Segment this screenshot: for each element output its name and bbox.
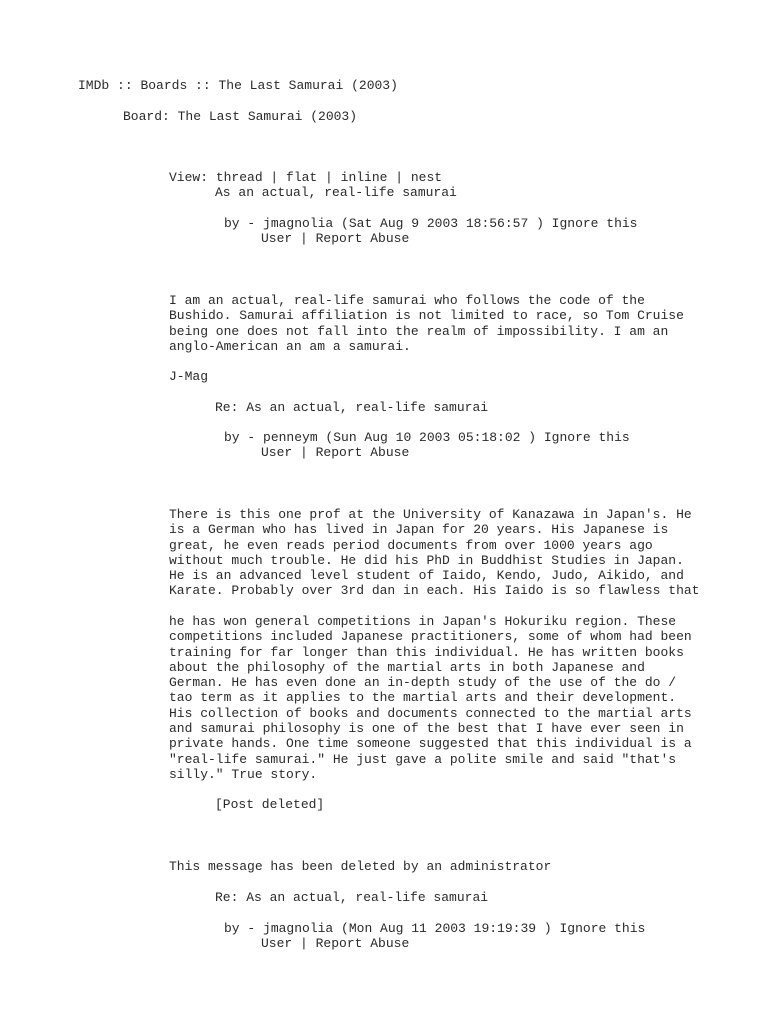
view-inline-link[interactable]: inline (340, 170, 388, 185)
by-prefix: by - (224, 921, 264, 936)
post-title: [Post deleted] (215, 797, 325, 812)
board-title-link[interactable]: The Last Samurai (2003) (177, 109, 358, 124)
post-date: (Sat Aug 9 2003 18:56:57 ) (333, 216, 552, 231)
ignore-user-link[interactable]: Ignore this (543, 430, 630, 445)
view-label: View: (169, 170, 216, 185)
post-byline-cont (261, 231, 409, 246)
breadcrumb-title: The Last Samurai (2003) (218, 78, 398, 93)
breadcrumb-site-link[interactable]: IMDb (78, 78, 110, 93)
post-byline (224, 216, 638, 231)
author-link[interactable]: jmagnolia (263, 216, 334, 231)
post-body-paragraph: he has won general competitions in Japan's Hokuriku region. These competitions included Japanese practitioners, some of whom had been training for far longer than this individual. He has written books about the philosophy of the martial arts in both Japanese and German. He has even done an in-depth study of the use of the do / tao term as it applies to the martial arts and their development. His collection of books and documents connected to the martial arts and samurai philosophy is one of the best that I have ever seen in private hands. One time someone suggested that this individual is a "real-life samurai." He just gave a polite smile and said "that's silly." True story. (169, 614, 692, 782)
breadcrumb-boards-link[interactable]: Boards (140, 78, 188, 93)
author-link[interactable]: jmagnolia (263, 921, 334, 936)
post-body-paragraph: There is this one prof at the University of Kanazawa in Japan's. He is a German who has lived in Japan for 20 years. His Japanese is great, he even reads period documents from over 1000 years ago without much trouble. He did his PhD in Buddhist Studies in Japan. He is an advanced level student of Iaido, Kendo, Judo, Aikido, and Karate. Probably over 3rd dan in each. His Iaido is so flawless that (169, 507, 700, 599)
post-date: (Sun Aug 10 2003 05:18:02 ) (317, 430, 544, 445)
byline-separator: | (292, 231, 316, 246)
view-nest-link[interactable]: nest (410, 170, 443, 185)
post-title[interactable]: Re: As an actual, real-life samurai (215, 890, 489, 905)
breadcrumb-separator: :: (187, 78, 219, 93)
post-body-signature: J-Mag (169, 369, 209, 384)
breadcrumb (78, 78, 398, 93)
ignore-user-link[interactable]: Ignore this (551, 216, 638, 231)
byline-separator: | (292, 445, 316, 460)
view-thread-link[interactable]: thread (215, 170, 263, 185)
post-byline (224, 921, 645, 936)
ignore-user-link[interactable]: User (261, 936, 293, 951)
post-date: (Mon Aug 11 2003 19:19:39 ) (333, 921, 560, 936)
post-title[interactable]: Re: As an actual, real-life samurai (215, 400, 489, 415)
board-heading (123, 109, 357, 124)
post-title[interactable]: As an actual, real-life samurai (215, 185, 457, 200)
byline-separator: | (292, 936, 316, 951)
by-prefix: by - (224, 430, 264, 445)
view-separator: | (262, 170, 287, 185)
view-separator: | (387, 170, 411, 185)
deleted-message: This message has been deleted by an administrator (169, 859, 552, 874)
post-byline-cont (261, 936, 409, 951)
post-byline (224, 430, 630, 445)
author-link[interactable]: penneym (263, 430, 318, 445)
ignore-user-link[interactable]: Ignore this (559, 921, 646, 936)
report-abuse-link[interactable]: Report Abuse (315, 936, 410, 951)
view-separator: | (317, 170, 341, 185)
report-abuse-link[interactable]: Report Abuse (315, 445, 410, 460)
breadcrumb-separator: :: (109, 78, 141, 93)
by-prefix: by - (224, 216, 264, 231)
post-byline-cont (261, 445, 409, 460)
board-label: Board: (123, 109, 178, 124)
ignore-user-link[interactable]: User (261, 445, 293, 460)
ignore-user-link[interactable]: User (261, 231, 293, 246)
view-options (169, 170, 442, 185)
view-flat-link[interactable]: flat (286, 170, 318, 185)
post-body-paragraph: I am an actual, real-life samurai who follows the code of the Bushido. Samurai affiliation is not limited to race, so Tom Cruise being one does not fall into the realm of impossibility. I am an anglo-American an am a samurai. (169, 293, 684, 354)
report-abuse-link[interactable]: Report Abuse (315, 231, 410, 246)
